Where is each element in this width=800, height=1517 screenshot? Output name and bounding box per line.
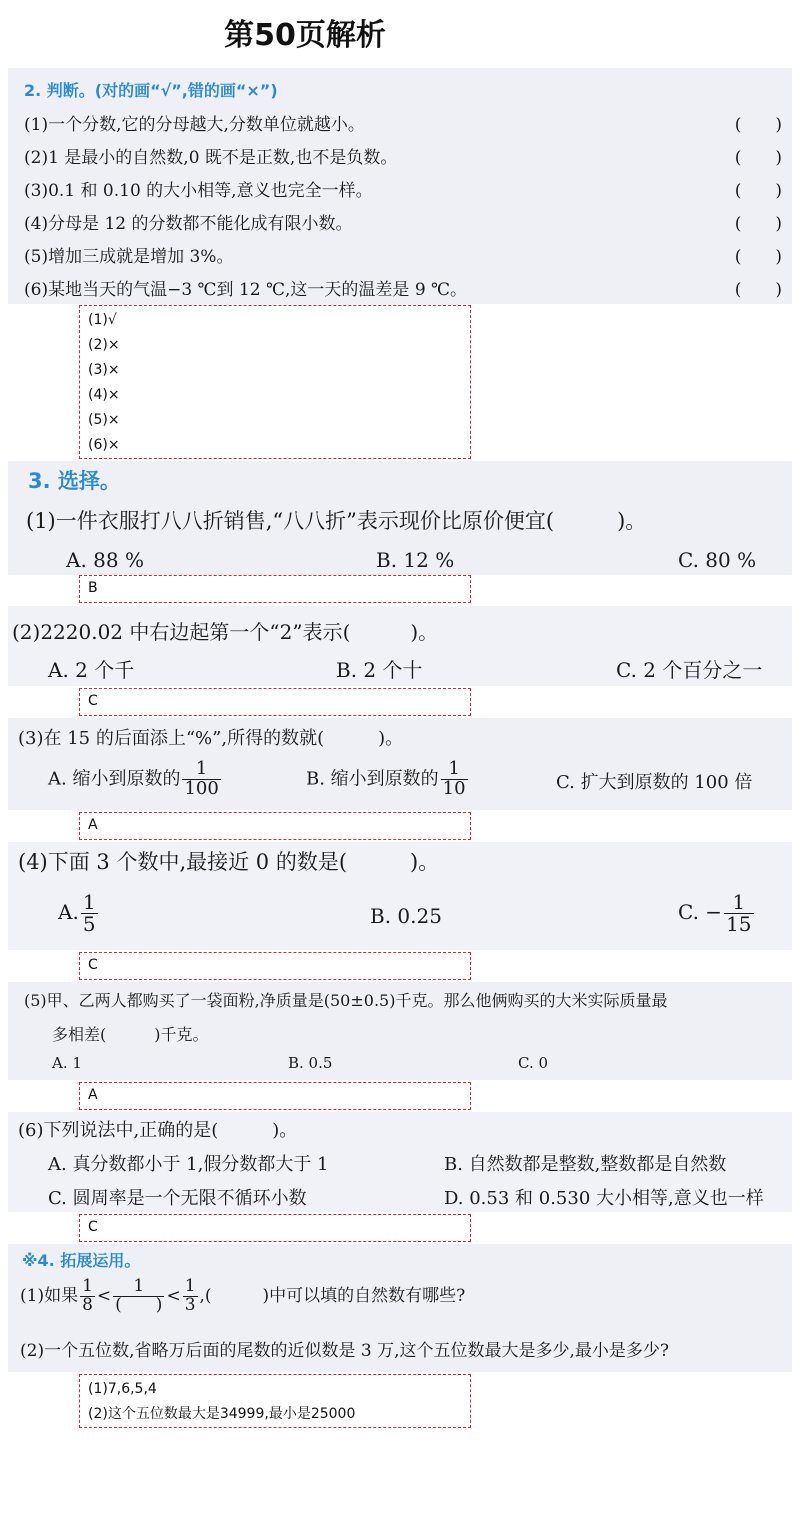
answer-box [79, 812, 471, 840]
choice-question-4 [8, 842, 792, 950]
option-d: D. 0.53 和 0.530 大小相等,意义也一样 [444, 1188, 764, 1209]
choice-question-5 [8, 982, 792, 1080]
answer-line: (1)7,6,5,4 [88, 1381, 157, 1397]
less-than-sign: < [166, 1285, 181, 1306]
question-stem: (6)下列说法中,正确的是( )。 [18, 1120, 298, 1141]
answer-line: (2)× [88, 337, 120, 353]
answer-box [79, 1374, 471, 1428]
question-stem-continued: 多相差( )千克。 [52, 1025, 209, 1044]
answer-line: A [88, 817, 98, 833]
option-b [306, 760, 470, 799]
judgement-item: (2)1 是最小的自然数,0 既不是正数,也不是负数。 [24, 148, 398, 168]
fraction-numerator: 1 [82, 1276, 93, 1296]
answer-line: A [88, 1087, 98, 1103]
fraction [183, 1278, 198, 1315]
judgement-item: (3)0.1 和 0.10 的大小相等,意义也完全一样。 [24, 181, 373, 201]
option-a: A. 88 % [66, 548, 144, 572]
answer-blank: ( ) [734, 181, 782, 201]
option-c: C. 80 % [678, 548, 757, 572]
fraction-numerator: 1 [82, 890, 96, 914]
fraction [441, 760, 468, 799]
answer-line: (6)× [88, 437, 120, 453]
option-c [678, 892, 756, 935]
option-a: A. 1 [52, 1054, 82, 1072]
fraction-numerator: 1 [113, 1278, 164, 1297]
stem-text: ,( )中可以填的自然数有哪些? [199, 1285, 466, 1306]
fraction-numerator: 1 [441, 760, 468, 780]
option-b: B. 自然数都是整数,整数都是自然数 [444, 1154, 727, 1175]
fraction [80, 1278, 95, 1315]
option-b: B. 2 个十 [336, 658, 423, 682]
question-stem: (2)一个五位数,省略万后面的尾数的近似数是 3 万,这个五位数最大是多少,最小是多少? [20, 1341, 670, 1361]
option-a [48, 760, 223, 799]
choice-question-6 [8, 1112, 792, 1212]
answer-line: (3)× [88, 362, 120, 378]
question-stem: (1)一件衣服打八八折销售,“八八折”表示现价比原价便宜( )。 [26, 509, 647, 533]
fraction-denominator: 5 [82, 912, 96, 936]
answer-line: (1)√ [88, 312, 117, 328]
answer-line: B [88, 580, 98, 596]
judgement-item: (5)增加三成就是增加 3%。 [24, 247, 234, 267]
choice-question-2 [8, 606, 792, 686]
answer-blank: ( ) [734, 280, 782, 300]
question-stem: (4)下面 3 个数中,最接近 0 的数是( )。 [18, 850, 440, 874]
option-a-text: A. 缩小到原数的 [48, 768, 181, 790]
option-c: C. 扩大到原数的 100 倍 [556, 772, 753, 793]
question-stem [20, 1278, 465, 1315]
fraction [113, 1278, 164, 1315]
answer-line: (5)× [88, 412, 120, 428]
option-b: B. 0.25 [370, 904, 442, 928]
answer-box [79, 1214, 471, 1242]
option-c: C. 0 [518, 1054, 549, 1072]
answer-blank: ( ) [734, 247, 782, 267]
choice-question-3 [8, 718, 792, 810]
option-b-text: B. 缩小到原数的 [306, 768, 439, 790]
section-heading: 3. 选择。 [28, 469, 121, 493]
option-c: C. 圆周率是一个无限不循环小数 [48, 1188, 307, 1209]
question-stem: (3)在 15 的后面添上“%”,所得的数就( )。 [18, 728, 404, 749]
section-heading: ※4. 拓展运用。 [22, 1251, 141, 1270]
answer-box [79, 1082, 471, 1110]
option-b: B. 12 % [376, 548, 455, 572]
option-a-text: A. [58, 900, 79, 924]
extension-section [8, 1244, 792, 1372]
judgement-item: (6)某地当天的气温−3 ℃到 12 ℃,这一天的温差是 9 ℃。 [24, 280, 468, 300]
fraction-denominator: 10 [442, 777, 466, 799]
answer-box [79, 305, 471, 459]
question-stem: (5)甲、乙两人都购买了一袋面粉,净质量是(50±0.5)千克。那么他俩购买的大米实际质量最 [24, 991, 668, 1010]
judgement-item: (1)一个分数,它的分母越大,分数单位就越小。 [24, 115, 365, 135]
fraction-denominator: 3 [184, 1294, 196, 1315]
fraction-numerator: 1 [724, 892, 753, 914]
judgement-item: (4)分母是 12 的分数都不能化成有限小数。 [24, 214, 353, 234]
fraction-denominator: 15 [726, 912, 752, 936]
answer-line: C [88, 957, 98, 973]
judgement-section [8, 68, 792, 304]
option-b: B. 0.5 [288, 1054, 333, 1072]
fraction [724, 892, 753, 935]
fraction-numerator: 1 [182, 760, 220, 780]
choice-question-1 [8, 461, 792, 575]
answer-line: C [88, 693, 98, 709]
option-a: A. 真分数都小于 1,假分数都大于 1 [48, 1154, 329, 1175]
answer-blank: ( ) [734, 148, 782, 168]
stem-text: (1)如果 [20, 1285, 79, 1306]
option-c-text: C. − [678, 900, 723, 924]
page-title: 第50页解析 [224, 18, 386, 53]
option-a: A. 2 个千 [48, 658, 135, 682]
option-a [58, 892, 100, 935]
answer-line: C [88, 1219, 98, 1235]
answer-box [79, 952, 471, 980]
fraction-numerator: 1 [184, 1276, 196, 1296]
answer-line: (4)× [88, 387, 120, 403]
answer-box [79, 688, 471, 716]
fraction [81, 892, 98, 935]
option-c: C. 2 个百分之一 [616, 658, 763, 682]
answer-blank: ( ) [734, 115, 782, 135]
answer-line: (2)这个五位数最大是34999,最小是25000 [88, 1406, 356, 1422]
question-stem: (2)2220.02 中右边起第一个“2”表示( )。 [12, 620, 439, 644]
fraction-denominator: 8 [82, 1294, 93, 1315]
answer-box [79, 575, 471, 603]
fraction [182, 760, 220, 799]
fraction-denominator: ( ) [115, 1294, 163, 1315]
section-heading: 2. 判断。(对的画“√”,错的画“×”) [24, 81, 278, 100]
less-than-sign: < [96, 1285, 112, 1306]
answer-blank: ( ) [734, 214, 782, 234]
fraction-denominator: 100 [184, 777, 219, 799]
